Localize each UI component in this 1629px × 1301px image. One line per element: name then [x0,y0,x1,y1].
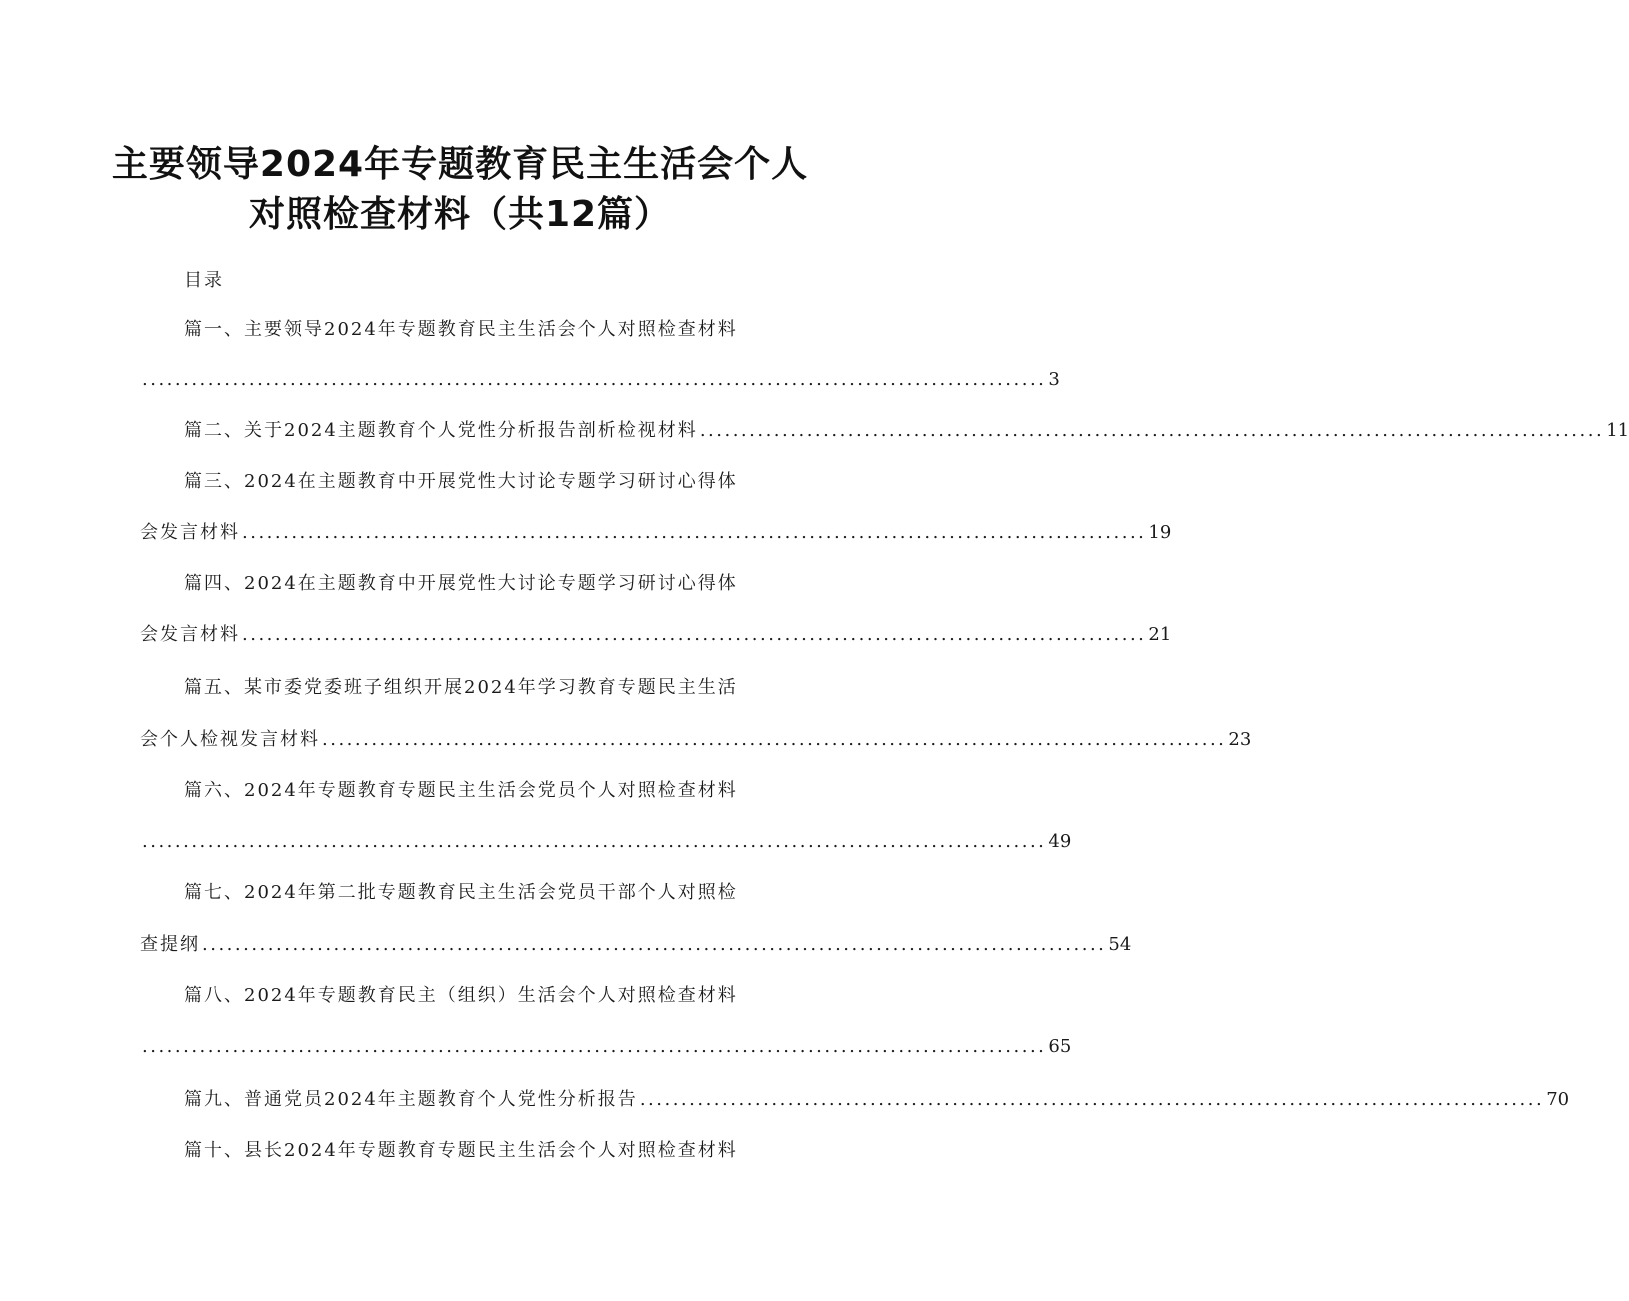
toc-entry-3-continuation: 会发言材料 [140,522,240,543]
toc-entry-7-title: 篇七、2024年第二批专题教育民主生活会党员干部个人对照检 [184,882,738,903]
toc-entry-8-page: 65 [1048,1036,1072,1057]
toc-entry-9-title: 篇九、普通党员2024年主题教育个人党性分析报告 [184,1089,638,1110]
toc-entry-1-leader-row [140,365,1060,395]
document-title-line-1: 主要领导2024年专题教育民主生活会个人 [111,144,809,185]
toc-heading: 目录 [184,270,224,291]
toc-entry-5-page: 23 [1228,729,1252,750]
toc-entry-4-continuation: 会发言材料 [140,624,240,645]
dot-leader: .............................................................................................................. [202,934,1107,955]
toc-entry-7-continuation: 查提纲 [140,934,200,955]
toc-entry-4-title: 篇四、2024在主题教育中开展党性大讨论专题学习研讨心得体 [184,573,738,594]
toc-entry-7-leader-row [140,930,1132,960]
dot-leader: .............................................................................................................. [242,522,1147,543]
toc-entry-4-page: 21 [1148,624,1172,645]
toc-entry-3-title: 篇三、2024在主题教育中开展党性大讨论专题学习研讨心得体 [184,471,738,492]
toc-entry-3-leader-row [140,518,1172,548]
toc-entry-8-leader-row [140,1032,1072,1062]
toc-entry-8-title: 篇八、2024年专题教育民主（组织）生活会个人对照检查材料 [184,985,738,1006]
dot-leader: .............................................................................................................. [142,1036,1047,1057]
toc-entry-10-title: 篇十、县长2024年专题教育专题民主生活会个人对照检查材料 [184,1140,738,1161]
toc-entry-4-leader-row [140,620,1172,650]
toc-entry-7-page: 54 [1108,934,1132,955]
toc-entry-5-title: 篇五、某市委党委班子组织开展2024年学习教育专题民主生活 [184,677,738,698]
toc-entry-1-title: 篇一、主要领导2024年专题教育民主生活会个人对照检查材料 [184,319,738,340]
dot-leader: .............................................................................................................. [322,729,1227,750]
toc-entry-6-leader-row [140,827,1072,857]
toc-entry-5-continuation: 会个人检视发言材料 [140,729,320,750]
toc-entry-6-page: 49 [1048,831,1072,852]
toc-entry-9-page: 70 [1546,1089,1570,1110]
dot-leader: .............................................................................................................. [699,420,1605,441]
toc-entry-9-row [184,1085,1570,1115]
dot-leader: .............................................................................................................. [639,1089,1545,1110]
toc-entry-2-row [184,416,1629,446]
toc-entry-6-title: 篇六、2024年专题教育专题民主生活会党员个人对照检查材料 [184,780,738,801]
toc-entry-2-page: 11 [1606,420,1629,441]
toc-entry-2-title: 篇二、关于2024主题教育个人党性分析报告剖析检视材料 [184,420,698,441]
toc-entry-5-leader-row [140,725,1252,755]
dot-leader: .............................................................................................................. [242,624,1147,645]
dot-leader: .............................................................................................................. [142,369,1047,390]
toc-entry-3-page: 19 [1148,522,1172,543]
document-title-line-2: 对照检查材料（共12篇） [248,194,672,235]
dot-leader: .............................................................................................................. [142,831,1047,852]
toc-entry-1-page: 3 [1048,369,1060,390]
